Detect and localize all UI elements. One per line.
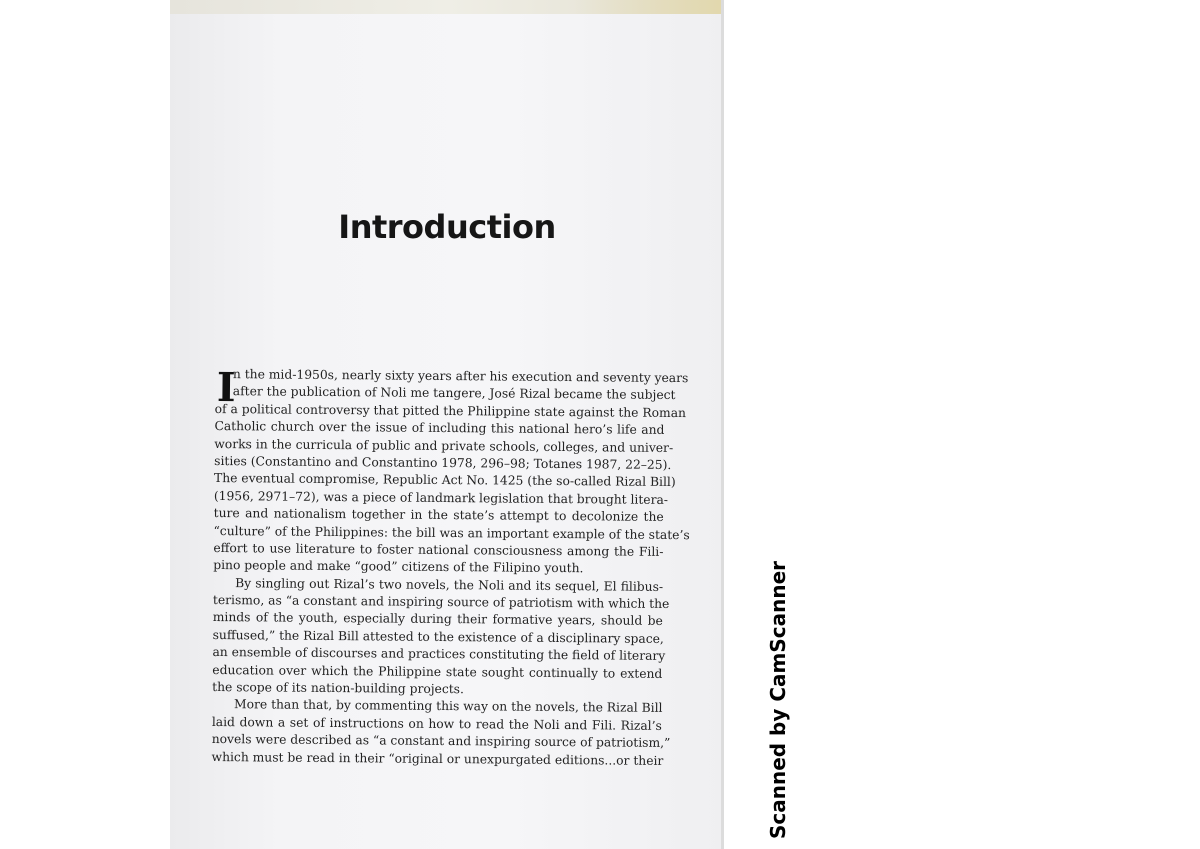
text-line: terismo, as “a constant and inspiring source of patriotism with which the xyxy=(212,593,670,612)
text-line: education over which the Philippine state sought continually to extend xyxy=(212,662,663,681)
paragraph-3 xyxy=(211,696,671,769)
page-edge xyxy=(721,0,724,849)
text-line: novels were described as “a constant and inspiring source of patriotism,” xyxy=(211,732,671,751)
text-line: ture and nationalism together in the state’s attempt to decolonize the xyxy=(213,506,664,525)
text-line: (1956, 2971–72), was a piece of landmark legislation that brought litera- xyxy=(213,488,669,507)
watermark-label: Scanned by CamScanner xyxy=(766,560,790,840)
text-line: which must be read in their “original or unexpurgated editions...or their xyxy=(211,749,664,768)
text-line: “culture” of the Philippines: the bill was an important example of the state’s xyxy=(213,523,690,542)
text-line: More than that, by commenting this way on the novels, the Rizal Bill xyxy=(233,697,663,716)
text-line: By singling out Rizal’s two novels, the Noli and its sequel, El filibus- xyxy=(235,575,664,594)
text-line: Catholic church over the issue of including this national hero’s life and xyxy=(214,419,665,438)
text-line: minds of the youth, especially during their formative years, should be xyxy=(212,610,663,629)
text-line: pino people and make “good” citizens of the Filipino youth. xyxy=(213,558,584,576)
drop-cap: I xyxy=(216,364,236,412)
text-line: The eventual compromise, Republic Act No. 1425 (the so-called Rizal Bill) xyxy=(213,471,676,490)
page-top-shadow xyxy=(170,0,724,14)
scanned-page xyxy=(170,0,724,849)
paragraph-2 xyxy=(212,575,670,701)
paragraph-1 xyxy=(213,366,690,579)
text-line: the scope of its nation-building projects. xyxy=(212,680,464,697)
body-text xyxy=(211,364,690,770)
text-line: of a political controversy that pitted the Philippine state against the Roman xyxy=(214,401,687,420)
text-line: n the mid-1950s, nearly sixty years after his execution and seventy years xyxy=(232,367,689,386)
text-line: suffused,” the Rizal Bill attested to the existence of a disciplinary space, xyxy=(212,627,664,646)
text-line: effort to use literature to foster national consciousness among the Fili- xyxy=(213,540,664,559)
text-line: sities (Constantino and Constantino 1978, 296–98; Totanes 1987, 22–25). xyxy=(214,453,672,472)
text-line: after the publication of Noli me tangere, José Rizal became the subject xyxy=(232,384,676,403)
text-line: works in the curricula of public and private schools, colleges, and univer- xyxy=(214,436,674,455)
text-line: an ensemble of discourses and practices constituting the field of literary xyxy=(212,645,666,664)
text-line: laid down a set of instructions on how to read the Noli and Fili. Rizal’s xyxy=(211,714,662,733)
chapter-title: Introduction xyxy=(338,208,556,246)
